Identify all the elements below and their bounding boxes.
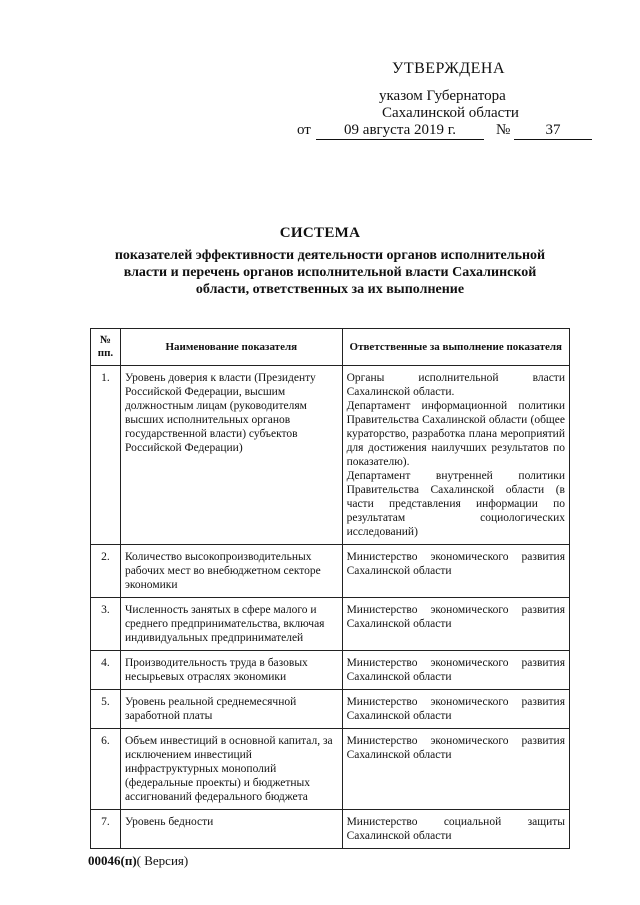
table-row xyxy=(91,598,570,651)
indicator-name: Количество высокопроизводительных рабочих мест во внебюджетном секторе экономики xyxy=(120,545,342,598)
row-number: 1. xyxy=(91,366,121,545)
decree-number: 37 xyxy=(514,122,592,140)
responsible-body: Министерство экономического развития Сахалинской области xyxy=(346,696,565,722)
table-row xyxy=(91,366,570,545)
responsible-body: Департамент внутренней политики Правительства Сахалинской области (в части представления информации по результатам социологических исследований) xyxy=(346,470,565,538)
document-subtitle: показателей эффективности деятельности органов исполнительной власти и перечень органов исполнительной власти Сахалинской области, ответственных за их выполнение xyxy=(114,248,546,297)
responsible-body: Министерство экономического развития Сахалинской области xyxy=(346,551,565,577)
responsible-cell xyxy=(342,729,569,810)
table-row xyxy=(91,651,570,690)
indicator-name: Уровень реальной среднемесячной заработной платы xyxy=(120,690,342,729)
responsible-cell xyxy=(342,690,569,729)
table-row xyxy=(91,810,570,849)
indicator-name: Уровень доверия к власти (Президенту Российской Федерации, высшим должностным лицам (руководителям высших исполнительных органов государственной власти) субъектов Российской Федерации) xyxy=(120,366,342,545)
row-number: 5. xyxy=(91,690,121,729)
indicator-name: Уровень бедности xyxy=(120,810,342,849)
responsible-body: Министерство социальной защиты Сахалинской области xyxy=(346,816,565,842)
responsible-body: Департамент информационной политики Правительства Сахалинской области (общее кураторство, разработка плана мероприятий для достижения наилучших результатов по показателю). xyxy=(346,400,565,468)
indicator-name: Производительность труда в базовых несырьевых отраслях экономики xyxy=(120,651,342,690)
responsible-body: Министерство экономического развития Сахалинской области xyxy=(346,604,565,630)
table-row xyxy=(91,729,570,810)
header-indicator: Наименование показателя xyxy=(120,329,342,366)
indicator-name: Численность занятых в сфере малого и среднего предпринимательства, включая индивидуальных предпринимателей xyxy=(120,598,342,651)
row-number: 2. xyxy=(91,545,121,598)
approval-stamp-title: УТВЕРЖДЕНА xyxy=(392,60,506,77)
row-number: 4. xyxy=(91,651,121,690)
responsible-cell xyxy=(342,810,569,849)
decree-line: указом Губернатора xyxy=(379,88,506,104)
region-line: Сахалинской области xyxy=(382,105,519,121)
document-version: ( Версия) xyxy=(136,853,189,868)
indicators-table xyxy=(90,328,570,849)
responsible-body: Органы исполнительной власти Сахалинской области. xyxy=(346,372,565,398)
header-responsible: Ответственные за выполнение показателя xyxy=(342,329,569,366)
row-number: 7. xyxy=(91,810,121,849)
decree-date: 09 августа 2019 г. xyxy=(316,122,484,140)
responsible-cell xyxy=(342,598,569,651)
indicator-name: Объем инвестиций в основной капитал, за исключением инвестиций инфраструктурных монополий (федеральные проекты) и бюджетных ассигнований федерального бюджета xyxy=(120,729,342,810)
header-num: № пп. xyxy=(91,329,121,366)
row-number: 6. xyxy=(91,729,121,810)
number-label: № xyxy=(496,122,511,138)
responsible-cell xyxy=(342,366,569,545)
responsible-body: Министерство экономического развития Сахалинской области xyxy=(346,735,565,761)
from-label: от xyxy=(297,122,311,138)
responsible-cell xyxy=(342,545,569,598)
document-code: 00046(п) xyxy=(88,853,137,868)
table-row xyxy=(91,545,570,598)
responsible-body: Министерство экономического развития Сахалинской области xyxy=(346,657,565,683)
table-header-row xyxy=(91,329,570,366)
table-row xyxy=(91,690,570,729)
document-title: СИСТЕМА xyxy=(279,225,361,241)
responsible-cell xyxy=(342,651,569,690)
row-number: 3. xyxy=(91,598,121,651)
document-footer xyxy=(88,853,188,869)
